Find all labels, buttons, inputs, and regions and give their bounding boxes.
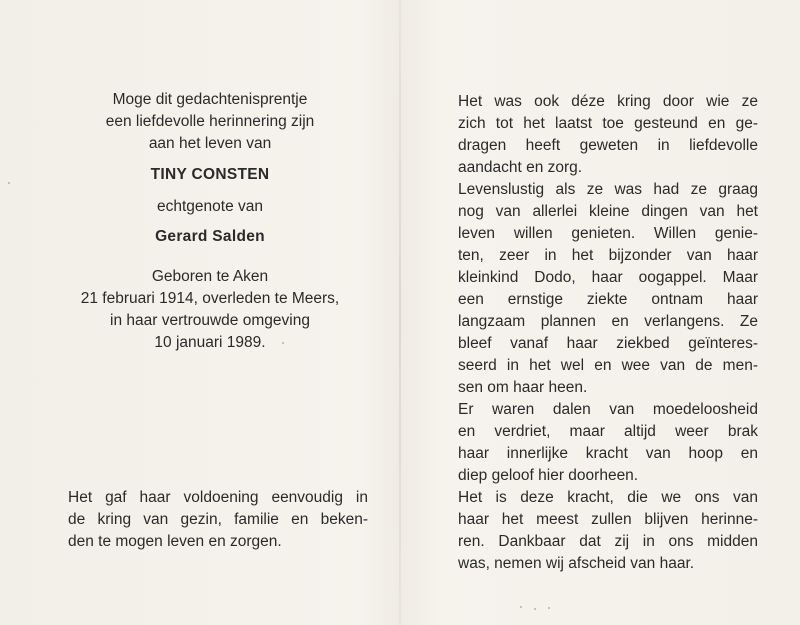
reflection-line: dragen heeft geweten in liefdevolle bbox=[458, 137, 758, 154]
reflection-line: seerd in het wel en wee van de men- bbox=[458, 357, 758, 374]
paper-speck bbox=[282, 342, 284, 344]
intro-line: aan het leven van bbox=[148, 135, 272, 152]
reflection-line: ten, zeer in het bijzonder van haar bbox=[458, 247, 758, 264]
birth-death-text bbox=[60, 266, 360, 354]
satisfaction-paragraph bbox=[68, 487, 368, 553]
reflection-line: was, nemen wij afscheid van haar. bbox=[458, 555, 695, 572]
reflection-line: diep geloof hier doorheen. bbox=[458, 467, 639, 484]
spouse-name: Gerard Salden bbox=[155, 228, 265, 245]
reflection-line: Het was ook déze kring door wie ze bbox=[458, 93, 758, 110]
reflection-line: kleinkind Dodo, haar oogappel. Maar bbox=[458, 269, 758, 286]
paper-speck bbox=[8, 182, 10, 184]
reflection-line: bleef vanaf haar ziekbed geïnteres- bbox=[458, 335, 758, 352]
reflection-line: Het is deze kracht, die we ons van bbox=[458, 489, 758, 506]
birth-line: 10 januari 1989. bbox=[154, 334, 266, 351]
reflection-line: leven willen genieten. Willen genie- bbox=[458, 225, 758, 242]
birth-line: Geboren te Aken bbox=[151, 268, 269, 285]
reflection-line: Er waren dalen van moedeloosheid bbox=[458, 401, 758, 418]
birth-line: in haar vertrouwde omgeving bbox=[110, 312, 310, 329]
reflection-line: langzaam plannen en verlangens. Ze bbox=[458, 313, 758, 330]
spouse-of-label: echtgenote van bbox=[156, 198, 263, 215]
birth-line: 21 februari 1914, overleden te Meers, bbox=[80, 290, 340, 307]
reflection-line: nog van allerlei kleine dingen van het bbox=[458, 203, 758, 220]
deceased-name: TINY CONSTEN bbox=[150, 166, 270, 183]
reflection-line: ren. Dankbaar dat zij in ons midden bbox=[458, 533, 758, 550]
intro-text bbox=[60, 89, 360, 155]
reflection-line: zich tot het laatst toe gesteund en ge- bbox=[458, 115, 758, 132]
paper-speck bbox=[520, 606, 522, 608]
satisfaction-line: den te mogen leven en zorgen. bbox=[68, 533, 282, 550]
reflection-line: haar innerlijke kracht van hoop en bbox=[458, 445, 758, 462]
reflection-line: een ernstige ziekte ontnam haar bbox=[458, 291, 758, 308]
reflection-line: en verdriet, maar altijd weer brak bbox=[458, 423, 758, 440]
reflection-text bbox=[458, 91, 758, 575]
intro-line: Moge dit gedachtenisprentje bbox=[112, 91, 308, 108]
intro-line: een liefdevolle herinnering zijn bbox=[105, 113, 315, 130]
satisfaction-line: Het gaf haar voldoening eenvoudig in bbox=[68, 489, 368, 506]
satisfaction-line: de kring van gezin, familie en beken- bbox=[68, 511, 368, 528]
paper-speck bbox=[534, 608, 536, 610]
reflection-line: aandacht en zorg. bbox=[458, 159, 583, 176]
paper-speck bbox=[548, 607, 550, 609]
card-fold bbox=[399, 0, 401, 625]
reflection-line: haar het meest zullen blijven herinne- bbox=[458, 511, 758, 528]
reflection-line: sen om haar heen. bbox=[458, 379, 588, 396]
reflection-line: Levenslustig als ze was had ze graag bbox=[458, 181, 758, 198]
